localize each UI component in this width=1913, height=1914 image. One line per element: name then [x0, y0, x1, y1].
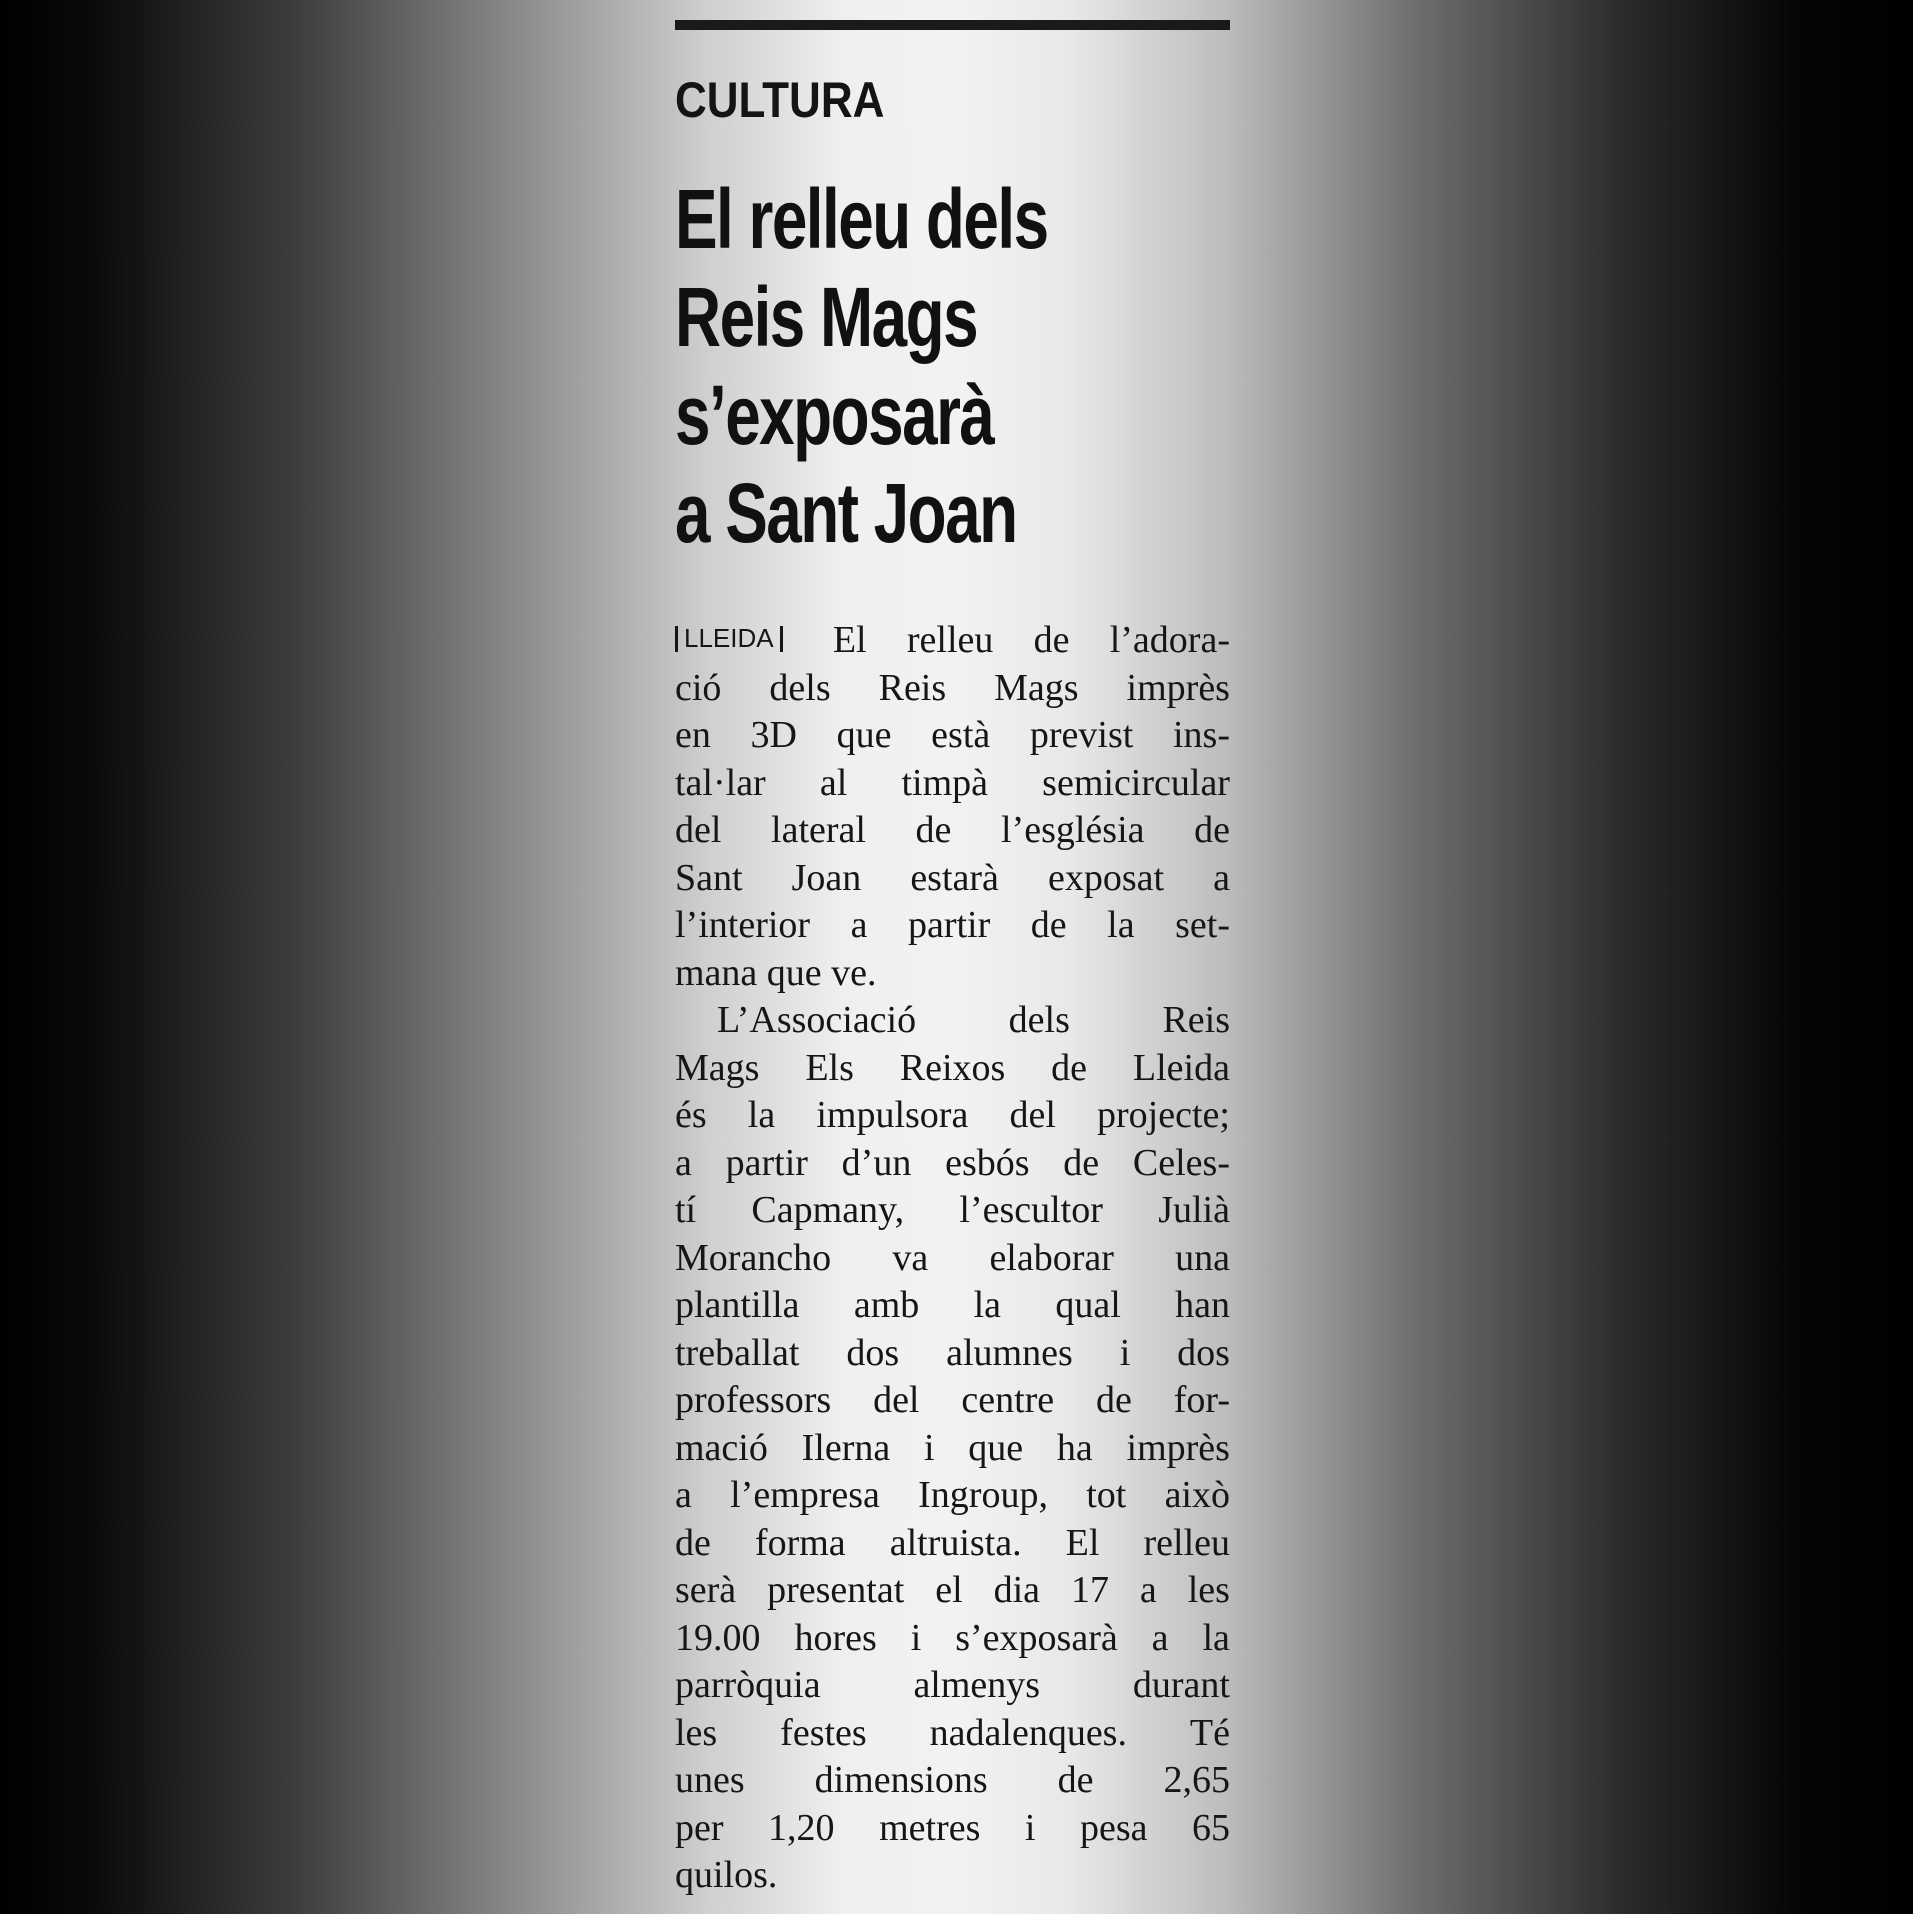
word: la [1107, 904, 1135, 946]
word: ció [675, 666, 722, 709]
text-line [675, 1710, 1230, 1758]
word: i [1024, 1806, 1036, 1849]
word: Ilerna [801, 1426, 891, 1469]
text-line [675, 1092, 1230, 1140]
dateline-bar [675, 626, 678, 652]
word: mana [675, 951, 758, 994]
word: que [968, 1426, 1024, 1469]
word: unes [675, 1759, 745, 1801]
word: imprès [1126, 1426, 1230, 1469]
word: festes [780, 1711, 867, 1754]
headline [675, 170, 1230, 562]
word: presentat [767, 1569, 905, 1611]
word: quilos. [675, 1854, 778, 1896]
word: forma [754, 1521, 846, 1564]
text-line [675, 1805, 1230, 1853]
word: Morancho [675, 1236, 832, 1279]
word: treballat [675, 1331, 800, 1374]
text-line [675, 617, 1230, 665]
word: del [873, 1379, 920, 1421]
word: 2,65 [1163, 1759, 1230, 1801]
word: qual [1055, 1284, 1121, 1326]
text-line [675, 665, 1230, 713]
word: la [1202, 1616, 1230, 1659]
word: amb [853, 1284, 920, 1326]
text-line [675, 997, 1230, 1045]
text-line [675, 807, 1230, 855]
headline-line: s’exposarà [675, 368, 994, 462]
text-line [675, 1662, 1230, 1710]
paragraph [675, 617, 1230, 997]
word: timpà [901, 761, 989, 804]
word: dos [1177, 1331, 1230, 1374]
word: Mags [675, 1046, 760, 1089]
text-line [675, 1852, 1230, 1900]
word: previst [1029, 714, 1134, 756]
word: Joan [791, 856, 862, 899]
word: de [1051, 1046, 1088, 1089]
text-line [675, 855, 1230, 903]
word: Capmany, [751, 1189, 905, 1231]
word: mació [675, 1426, 768, 1469]
word: va [892, 1236, 929, 1279]
word: 65 [1192, 1806, 1230, 1849]
word: Mags [994, 666, 1079, 709]
word: L’Associació [717, 999, 917, 1041]
paragraph [675, 997, 1230, 1900]
text-line [675, 902, 1230, 950]
word: relleu [906, 619, 994, 661]
word: 17 [1070, 1569, 1109, 1611]
word: a [1139, 1569, 1157, 1611]
dateline [675, 615, 783, 663]
word: esbós [945, 1141, 1030, 1184]
word: dels [1008, 999, 1070, 1041]
word: El [1065, 1521, 1100, 1564]
word: a [1151, 1616, 1169, 1659]
word: d’un [841, 1141, 912, 1184]
word: això [1164, 1474, 1230, 1516]
headline-line: El relleu dels [675, 172, 1048, 266]
word: Reis [1162, 999, 1230, 1041]
word: de [675, 1521, 711, 1564]
word: i [1119, 1331, 1131, 1374]
word: de [1057, 1759, 1094, 1801]
word: de [1194, 809, 1230, 851]
text-line [675, 1235, 1230, 1283]
word: a [850, 904, 868, 946]
text-line [675, 1757, 1230, 1805]
word: l’interior [675, 904, 811, 946]
word: 1,20 [768, 1806, 835, 1849]
word: Lleida [1132, 1046, 1230, 1089]
word: les [1187, 1569, 1230, 1611]
word: de [1030, 904, 1067, 946]
word: centre [961, 1379, 1055, 1421]
word: de [1096, 1379, 1132, 1421]
word: està [931, 714, 991, 756]
word: Ingroup, [918, 1474, 1048, 1516]
word: a [675, 1474, 692, 1516]
word: que [766, 951, 822, 994]
word: plantilla [675, 1284, 800, 1326]
text-line [675, 1425, 1230, 1473]
word: ha [1056, 1426, 1093, 1469]
top-rule [675, 20, 1230, 30]
article-body [675, 617, 1230, 1900]
word: de [1063, 1141, 1100, 1184]
word: a [1213, 856, 1230, 899]
word: a [675, 1141, 692, 1184]
word: el [935, 1569, 963, 1611]
word: imprès [1126, 666, 1230, 709]
word: durant [1132, 1664, 1230, 1706]
word: en [675, 714, 711, 756]
word: que [836, 714, 892, 756]
text-line [675, 1045, 1230, 1093]
word: s’exposarà [955, 1616, 1118, 1659]
word: és [675, 1094, 707, 1136]
word: Els [805, 1046, 854, 1089]
word: for- [1173, 1379, 1230, 1421]
word: de [915, 809, 952, 851]
word: elaborar [989, 1236, 1114, 1279]
word: Celes- [1132, 1141, 1230, 1184]
word: l’església [1000, 809, 1145, 851]
text-line [675, 1615, 1230, 1663]
word: 3D [750, 714, 797, 756]
text-line [675, 1187, 1230, 1235]
word: del [675, 809, 722, 851]
text-line [675, 1472, 1230, 1520]
word: Reis [878, 666, 947, 709]
word: set- [1175, 904, 1230, 946]
word: ve. [831, 951, 877, 994]
word: El [832, 619, 867, 661]
word: Sant [675, 856, 743, 899]
news-clipping [675, 20, 1230, 1900]
word: metres [879, 1806, 981, 1849]
word: almenys [913, 1664, 1041, 1706]
word: pesa [1079, 1806, 1148, 1849]
word: impulsora [816, 1094, 969, 1136]
word: i [923, 1426, 935, 1469]
text-line [675, 1567, 1230, 1615]
word: del [1009, 1094, 1056, 1136]
word: Julià [1158, 1189, 1230, 1231]
word: l’escultor [959, 1189, 1103, 1231]
word: professors [675, 1379, 832, 1421]
word: exposat [1047, 856, 1165, 899]
word: ins- [1173, 714, 1230, 756]
word: lateral [771, 809, 866, 851]
headline-line: a Sant Joan [675, 466, 1017, 560]
word: dels [769, 666, 831, 709]
text-line [675, 760, 1230, 808]
text-line [675, 950, 1230, 998]
dateline-bar [780, 626, 783, 652]
dateline-text: LLEIDA [684, 623, 774, 653]
word: al [819, 761, 848, 804]
word: tí [675, 1189, 697, 1231]
word: relleu [1143, 1521, 1230, 1564]
word: altruista. [889, 1521, 1022, 1564]
word: dia [993, 1569, 1041, 1611]
word: projecte; [1097, 1094, 1230, 1136]
word: tal·lar [675, 761, 766, 804]
word: semicircular [1042, 761, 1230, 804]
word: alumnes [946, 1331, 1073, 1374]
word: Reixos [899, 1046, 1006, 1089]
word: partir [907, 904, 991, 946]
text-line [675, 1282, 1230, 1330]
word: hores [794, 1616, 877, 1659]
word: estarà [910, 856, 999, 899]
word: tot [1086, 1474, 1127, 1516]
word: l’adora- [1109, 619, 1230, 661]
word: serà [675, 1569, 737, 1611]
text-line [675, 1140, 1230, 1188]
word: per [675, 1806, 724, 1849]
text-line [675, 1330, 1230, 1378]
word: nadalenques. [929, 1711, 1127, 1754]
word: dos [846, 1331, 900, 1374]
word: partir [725, 1141, 808, 1184]
word: 19.00 [675, 1616, 761, 1659]
word: la [973, 1284, 1002, 1326]
word: de [1033, 619, 1070, 661]
word: la [747, 1094, 776, 1136]
section-label: CULTURA [675, 72, 885, 128]
text-line [675, 1520, 1230, 1568]
word: Té [1189, 1711, 1230, 1754]
word: les [675, 1711, 718, 1754]
word: una [1175, 1236, 1230, 1279]
word: i [910, 1616, 922, 1659]
word: l’empresa [730, 1474, 880, 1516]
word: dimensions [814, 1759, 988, 1801]
word: han [1175, 1284, 1230, 1326]
text-line [675, 712, 1230, 760]
text-line [675, 1377, 1230, 1425]
headline-line: Reis Mags [675, 270, 978, 364]
word: parròquia [675, 1664, 821, 1706]
